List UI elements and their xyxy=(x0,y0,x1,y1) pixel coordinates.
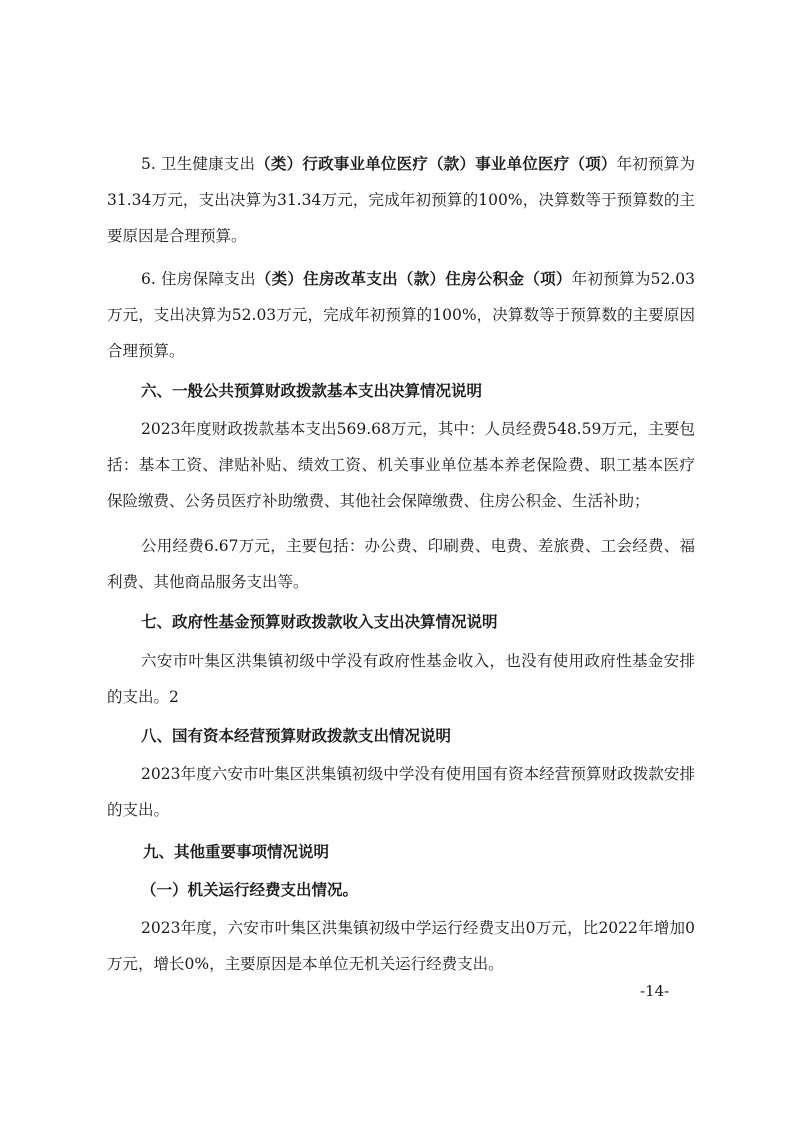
section-8-paragraph: 2023年度六安市叶集区洪集镇初级中学没有使用国有资本经营预算财政拨款安排的支出。 xyxy=(107,765,695,819)
section-6-heading: 六、一般公共预算财政拨款基本支出决算情况说明 xyxy=(141,382,483,400)
item-5-number: 5. 卫生健康支出 xyxy=(141,155,256,173)
paragraph-item-6 xyxy=(107,261,695,369)
section-9-subheading: （一）机关运行经费支出情况。 xyxy=(141,881,359,899)
section-8-heading: 八、国有资本经营预算财政拨款支出情况说明 xyxy=(141,727,452,745)
page-number: -14- xyxy=(640,982,670,1000)
item-5-classification: （类）行政事业单位医疗（款）事业单位医疗（项） xyxy=(255,155,617,173)
item-6-classification: （类）住房改革支出（款）住房公积金（项） xyxy=(255,270,572,288)
item-6-number: 6. 住房保障支出 xyxy=(141,270,256,288)
paragraph-item-5 xyxy=(107,146,695,254)
section-9-heading: 九、其他重要事项情况说明 xyxy=(143,843,330,861)
item-6-text: 年初预算为52.03万元，支出决算为52.03万元，完成年初预算的100%，决算数等于预算数的主要原因合理预算。 xyxy=(107,270,695,360)
section-7-paragraph: 六安市叶集区洪集镇初级中学没有政府性基金收入，也没有使用政府性基金安排的支出。2 xyxy=(107,652,695,706)
section-7-heading: 七、政府性基金预算财政拨款收入支出决算情况说明 xyxy=(141,613,498,631)
section-6-paragraph-1: 2023年度财政拨款基本支出569.68万元，其中：人员经费548.59万元，主要包括：基本工资、津贴补贴、绩效工资、机关事业单位基本养老保险费、职工基本医疗保险缴费、公务员医疗补助缴费、其他社会保障缴费、住房公积金、生活补助； xyxy=(107,420,695,510)
section-9-paragraph: 2023年度，六安市叶集区洪集镇初级中学运行经费支出0万元，比2022年增加0万元，增长0%，主要原因是本单位无机关运行经费支出。 xyxy=(107,919,695,973)
section-6-paragraph-2: 公用经费6.67万元，主要包括：办公费、印刷费、电费、差旅费、工会经费、福利费、其他商品服务支出等。 xyxy=(107,537,695,591)
item-5-text: 年初预算为31.34万元，支出决算为31.34万元，完成年初预算的100%，决算数等于预算数的主要原因是合理预算。 xyxy=(107,155,695,245)
